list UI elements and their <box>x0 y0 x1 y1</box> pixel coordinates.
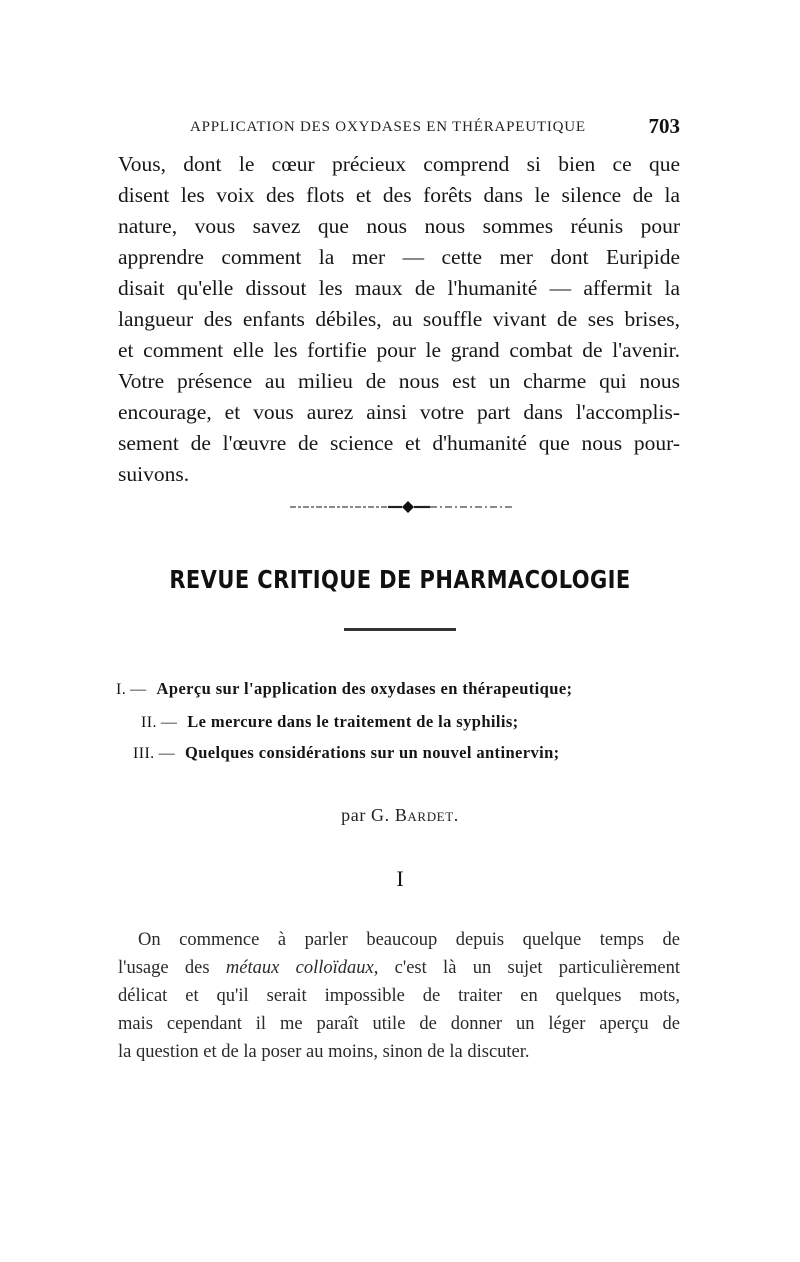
text-line: suivons. <box>118 462 190 486</box>
part-number: I <box>396 866 404 891</box>
italic-term: métaux colloïdaux <box>225 958 374 978</box>
text-segment: l'usage des <box>118 958 210 978</box>
paragraph-closing-address <box>118 149 680 490</box>
text-line: et comment elle les fortifie pour le grand combat de l'avenir. <box>118 338 680 362</box>
text-line: nature, vous savez que nous nous sommes réunis pour <box>118 214 680 238</box>
running-title: APPLICATION DES OXYDASES EN THÉRAPEUTIQUE <box>190 119 586 135</box>
running-header <box>190 114 680 140</box>
toc-item-text: Le mercure dans le traitement de la syphilis; <box>187 712 519 731</box>
toc-item-number: II. <box>141 714 157 731</box>
author-byline <box>0 805 800 826</box>
toc-item: III. — Quelques considérations sur un nouvel antinervin; <box>133 743 560 762</box>
text-line: Votre présence au milieu de nous est un charme qui nous <box>118 369 680 393</box>
byline-prefix: par <box>341 805 366 825</box>
toc-item-number: I. <box>116 681 127 698</box>
text-line: disent les voix des flots et des forêts dans le silence de la <box>118 183 680 207</box>
author-name: G. Bardet. <box>371 805 459 825</box>
toc-item: II. — Le mercure dans le traitement de la syphilis; <box>141 712 519 731</box>
text-line: encourage, et vous aurez ainsi votre part dans l'accomplis- <box>118 400 680 424</box>
text-segment: , c'est là un sujet particulièrement <box>373 958 680 978</box>
text-line: Vous, dont le cœur précieux comprend si bien ce que <box>118 152 680 176</box>
text-line: disait qu'elle dissout les maux de l'humanité — affermit la <box>118 276 680 300</box>
section-title: REVUE CRITIQUE DE PHARMACOLOGIE <box>169 565 631 594</box>
text-line: la question et de la poser au moins, sinon de la discuter. <box>118 1042 530 1062</box>
text-line: On commence à parler beaucoup depuis quelque temps de <box>138 930 680 950</box>
text-line: langueur des enfants débiles, au souffle vivant de ses brises, <box>118 307 680 331</box>
toc-item-text: Aperçu sur l'application des oxydases en thérapeutique; <box>156 679 573 698</box>
text-line: mais cependant il me paraît utile de donner un léger aperçu de <box>118 1014 680 1034</box>
text-line: apprendre comment la mer — cette mer dont Euripide <box>118 245 680 269</box>
toc-item: I. — Aperçu sur l'application des oxydases en thérapeutique; <box>116 679 573 698</box>
paragraph-introduction <box>118 926 680 1066</box>
title-underline-rule <box>344 628 456 631</box>
toc-item-text: Quelques considérations sur un nouvel antinervin; <box>185 743 560 762</box>
text-line: délicat et qu'il serait impossible de traiter en quelques mots, <box>118 986 680 1006</box>
ornament-divider <box>290 500 512 514</box>
text-line <box>118 954 680 982</box>
text-line: sement de l'œuvre de science et d'humanité que nous pour- <box>118 431 680 455</box>
toc-item-number: III. <box>133 745 155 762</box>
page-number: 703 <box>648 114 680 138</box>
